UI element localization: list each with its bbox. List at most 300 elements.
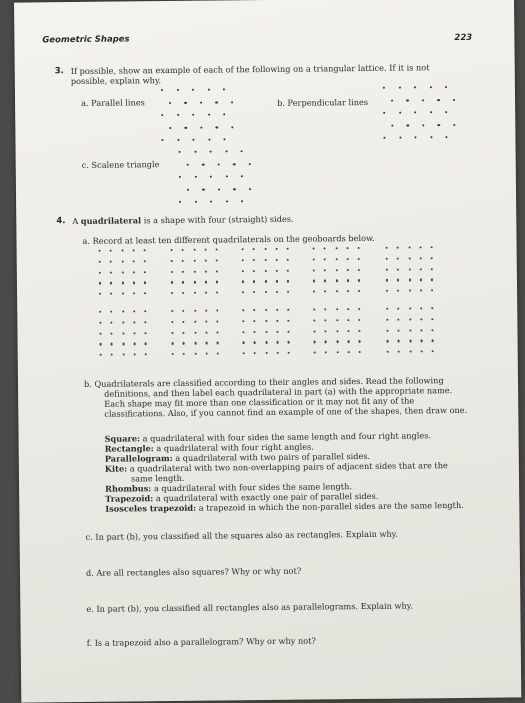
lattice-dot[interactable] xyxy=(445,136,447,138)
geoboard-peg[interactable] xyxy=(409,307,411,309)
lattice-dot[interactable] xyxy=(383,112,385,114)
geoboard-peg[interactable] xyxy=(182,281,184,283)
geoboard-peg[interactable] xyxy=(99,293,101,295)
geoboard-peg[interactable] xyxy=(253,248,255,250)
lattice-dot[interactable] xyxy=(422,99,424,101)
geoboard-peg[interactable] xyxy=(133,260,135,262)
geoboard-peg[interactable] xyxy=(183,331,185,333)
geoboard-peg[interactable] xyxy=(275,248,277,250)
lattice-dot[interactable] xyxy=(223,138,225,140)
geoboard-peg[interactable] xyxy=(122,343,124,345)
geoboard-peg[interactable] xyxy=(421,351,423,353)
geoboard-peg[interactable] xyxy=(194,281,196,283)
geoboard-peg[interactable] xyxy=(431,268,433,270)
geoboard-peg[interactable] xyxy=(111,321,113,323)
lattice-dot[interactable] xyxy=(177,114,179,116)
geoboard-peg[interactable] xyxy=(242,259,244,261)
geoboard-peg[interactable] xyxy=(172,342,174,344)
geoboard-peg[interactable] xyxy=(254,309,256,311)
geoboard-peg[interactable] xyxy=(216,270,218,272)
lattice-dot[interactable] xyxy=(210,176,212,178)
geoboard-peg[interactable] xyxy=(122,282,124,284)
geoboard-peg[interactable] xyxy=(133,310,135,312)
geoboard-peg[interactable] xyxy=(99,322,101,324)
geoboard-peg[interactable] xyxy=(265,352,267,354)
lattice-dot[interactable] xyxy=(430,111,432,113)
lattice-dot[interactable] xyxy=(192,114,194,116)
geoboard-peg[interactable] xyxy=(145,332,147,334)
lattice-dot[interactable] xyxy=(249,188,251,190)
geoboard-peg[interactable] xyxy=(324,247,326,249)
geoboard-peg[interactable] xyxy=(397,257,399,259)
geoboard-peg[interactable] xyxy=(276,341,278,343)
geoboard-peg[interactable] xyxy=(386,279,388,281)
geoboard-peg[interactable] xyxy=(431,279,433,281)
geoboard-peg[interactable] xyxy=(420,290,422,292)
geoboard-peg[interactable] xyxy=(398,308,400,310)
geoboard-peg[interactable] xyxy=(398,351,400,353)
geoboard-peg[interactable] xyxy=(133,282,135,284)
geoboard-peg[interactable] xyxy=(358,247,360,249)
geoboard-peg[interactable] xyxy=(99,271,101,273)
geoboard-peg[interactable] xyxy=(171,292,173,294)
geoboard-peg[interactable] xyxy=(347,319,349,321)
geoboard-peg[interactable] xyxy=(265,309,267,311)
geoboard-peg[interactable] xyxy=(420,340,422,342)
geoboard-peg[interactable] xyxy=(358,269,360,271)
geoboard-peg[interactable] xyxy=(171,260,173,262)
geoboard-peg[interactable] xyxy=(432,340,434,342)
geoboard-peg[interactable] xyxy=(122,354,124,356)
geoboard-peg[interactable] xyxy=(133,271,135,273)
geoboard-peg[interactable] xyxy=(205,310,207,312)
geoboard-peg[interactable] xyxy=(194,353,196,355)
geoboard-peg[interactable] xyxy=(265,291,267,293)
geoboard-peg[interactable] xyxy=(336,290,338,292)
lattice-dot[interactable] xyxy=(223,113,225,115)
geoboard-peg[interactable] xyxy=(111,354,113,356)
lattice-dot[interactable] xyxy=(233,188,235,190)
geoboard-peg[interactable] xyxy=(194,331,196,333)
lattice-dot[interactable] xyxy=(184,101,186,103)
geoboard-peg[interactable] xyxy=(144,249,146,251)
geoboard-peg[interactable] xyxy=(265,320,267,322)
geoboard-peg[interactable] xyxy=(145,343,147,345)
geoboard-peg[interactable] xyxy=(121,271,123,273)
geoboard-peg[interactable] xyxy=(216,309,218,311)
lattice-dot[interactable] xyxy=(192,139,194,141)
geoboard-peg[interactable] xyxy=(144,260,146,262)
geoboard-peg[interactable] xyxy=(243,342,245,344)
geoboard-peg[interactable] xyxy=(171,332,173,334)
lattice-dot[interactable] xyxy=(241,175,243,177)
geoboard-peg[interactable] xyxy=(110,250,112,252)
geoboard-peg[interactable] xyxy=(386,308,388,310)
geoboard-peg[interactable] xyxy=(287,259,289,261)
geoboard-peg[interactable] xyxy=(408,257,410,259)
lattice-dot[interactable] xyxy=(192,89,194,91)
geoboard-peg[interactable] xyxy=(183,310,185,312)
lattice-dot[interactable] xyxy=(207,89,209,91)
lattice-dot[interactable] xyxy=(217,163,219,165)
geoboard-peg[interactable] xyxy=(325,352,327,354)
geoboard-peg[interactable] xyxy=(171,271,173,273)
geoboard-peg[interactable] xyxy=(194,321,196,323)
geoboard-peg[interactable] xyxy=(409,340,411,342)
lattice-dot[interactable] xyxy=(391,99,393,101)
lattice-dot[interactable] xyxy=(233,163,235,165)
lattice-dot[interactable] xyxy=(445,111,447,113)
geoboard-peg[interactable] xyxy=(265,280,267,282)
geoboard-peg[interactable] xyxy=(335,258,337,260)
geoboard-peg[interactable] xyxy=(132,249,134,251)
geoboard-peg[interactable] xyxy=(386,258,388,260)
geoboard-peg[interactable] xyxy=(397,247,399,249)
geoboard-peg[interactable] xyxy=(287,248,289,250)
geoboard-peg[interactable] xyxy=(110,293,112,295)
lattice-dot[interactable] xyxy=(169,101,171,103)
geoboard-peg[interactable] xyxy=(111,343,113,345)
geoboard-peg[interactable] xyxy=(242,281,244,283)
lattice-dot[interactable] xyxy=(225,150,227,152)
geoboard-peg[interactable] xyxy=(420,318,422,320)
geoboard-peg[interactable] xyxy=(431,289,433,291)
geoboard-peg[interactable] xyxy=(287,309,289,311)
geoboard-peg[interactable] xyxy=(171,321,173,323)
geoboard-peg[interactable] xyxy=(335,269,337,271)
geoboard-peg[interactable] xyxy=(182,270,184,272)
geoboard-peg[interactable] xyxy=(313,269,315,271)
lattice-dot[interactable] xyxy=(429,86,431,88)
geoboard-peg[interactable] xyxy=(144,310,146,312)
geoboard-peg[interactable] xyxy=(110,260,112,262)
geoboard-peg[interactable] xyxy=(313,291,315,293)
lattice-dot[interactable] xyxy=(225,175,227,177)
geoboard-peg[interactable] xyxy=(432,329,434,331)
geoboard-peg[interactable] xyxy=(121,249,123,251)
geoboard-peg[interactable] xyxy=(313,319,315,321)
lattice-dot[interactable] xyxy=(177,139,179,141)
geoboard-peg[interactable] xyxy=(398,329,400,331)
geoboard-peg[interactable] xyxy=(386,247,388,249)
geoboard-peg[interactable] xyxy=(242,309,244,311)
geoboard-peg[interactable] xyxy=(194,342,196,344)
geoboard-peg[interactable] xyxy=(432,318,434,320)
geoboard-peg[interactable] xyxy=(276,280,278,282)
geoboard-peg[interactable] xyxy=(134,354,136,356)
geoboard-peg[interactable] xyxy=(205,270,207,272)
geoboard-peg[interactable] xyxy=(111,311,113,313)
geoboard-peg[interactable] xyxy=(133,293,135,295)
geoboard-peg[interactable] xyxy=(398,340,400,342)
geoboard-peg[interactable] xyxy=(347,308,349,310)
geoboard-peg[interactable] xyxy=(336,330,338,332)
geoboard-peg[interactable] xyxy=(358,308,360,310)
geoboard-peg[interactable] xyxy=(347,341,349,343)
geoboard-peg[interactable] xyxy=(420,268,422,270)
geoboard-peg[interactable] xyxy=(431,257,433,259)
geoboard-peg[interactable] xyxy=(336,341,338,343)
geoboard-peg[interactable] xyxy=(359,351,361,353)
geoboard-peg[interactable] xyxy=(324,291,326,293)
geoboard-peg[interactable] xyxy=(144,282,146,284)
geoboard-peg[interactable] xyxy=(264,270,266,272)
lattice-dot[interactable] xyxy=(161,114,163,116)
geoboard-peg[interactable] xyxy=(254,341,256,343)
geoboard-peg[interactable] xyxy=(193,260,195,262)
geoboard-peg[interactable] xyxy=(287,291,289,293)
lattice-dot[interactable] xyxy=(453,124,455,126)
geoboard-peg[interactable] xyxy=(183,342,185,344)
geoboard-peg[interactable] xyxy=(183,321,185,323)
lattice-dot[interactable] xyxy=(414,136,416,138)
lattice-dot[interactable] xyxy=(200,126,202,128)
geoboard-peg[interactable] xyxy=(265,331,267,333)
geoboard-peg[interactable] xyxy=(193,270,195,272)
geoboard-peg[interactable] xyxy=(99,250,101,252)
geoboard-peg[interactable] xyxy=(288,330,290,332)
geoboard-peg[interactable] xyxy=(276,291,278,293)
geoboard-peg[interactable] xyxy=(144,292,146,294)
geoboard-peg[interactable] xyxy=(121,260,123,262)
geoboard-peg[interactable] xyxy=(216,259,218,261)
lattice-dot[interactable] xyxy=(179,176,181,178)
geoboard-peg[interactable] xyxy=(420,279,422,281)
geoboard-peg[interactable] xyxy=(397,290,399,292)
geoboard-peg[interactable] xyxy=(242,248,244,250)
geoboard-peg[interactable] xyxy=(171,281,173,283)
lattice-dot[interactable] xyxy=(194,176,196,178)
geoboard-peg[interactable] xyxy=(409,318,411,320)
lattice-dot[interactable] xyxy=(248,163,250,165)
lattice-dot[interactable] xyxy=(185,126,187,128)
geoboard-peg[interactable] xyxy=(314,352,316,354)
geoboard-peg[interactable] xyxy=(144,271,146,273)
lattice-dot[interactable] xyxy=(210,201,212,203)
lattice-dot[interactable] xyxy=(208,114,210,116)
geoboard-peg[interactable] xyxy=(100,343,102,345)
geoboard-peg[interactable] xyxy=(336,280,338,282)
geoboard-peg[interactable] xyxy=(254,320,256,322)
geoboard-peg[interactable] xyxy=(335,247,337,249)
lattice-dot[interactable] xyxy=(202,163,204,165)
geoboard-peg[interactable] xyxy=(204,249,206,251)
lattice-dot[interactable] xyxy=(437,99,439,101)
lattice-dot[interactable] xyxy=(195,201,197,203)
lattice-dot[interactable] xyxy=(399,137,401,139)
geoboard-peg[interactable] xyxy=(287,269,289,271)
lattice-dot[interactable] xyxy=(399,112,401,114)
geoboard-peg[interactable] xyxy=(288,320,290,322)
geoboard-peg[interactable] xyxy=(409,329,411,331)
geoboard-peg[interactable] xyxy=(182,292,184,294)
lattice-dot[interactable] xyxy=(179,201,181,203)
geoboard-peg[interactable] xyxy=(420,307,422,309)
geoboard-peg[interactable] xyxy=(99,311,101,313)
lattice-dot[interactable] xyxy=(430,136,432,138)
geoboard-peg[interactable] xyxy=(242,320,244,322)
geoboard-peg[interactable] xyxy=(99,332,101,334)
geoboard-peg[interactable] xyxy=(122,321,124,323)
geoboard-peg[interactable] xyxy=(336,308,338,310)
lattice-dot[interactable] xyxy=(176,89,178,91)
geoboard-peg[interactable] xyxy=(145,321,147,323)
lattice-dot[interactable] xyxy=(226,200,228,202)
geoboard-peg[interactable] xyxy=(348,351,350,353)
geoboard-peg[interactable] xyxy=(216,281,218,283)
geoboard-peg[interactable] xyxy=(432,350,434,352)
lattice-dot[interactable] xyxy=(414,111,416,113)
geoboard-peg[interactable] xyxy=(206,353,208,355)
geoboard-peg[interactable] xyxy=(398,318,400,320)
geoboard-peg[interactable] xyxy=(205,292,207,294)
geoboard-peg[interactable] xyxy=(253,291,255,293)
geoboard-peg[interactable] xyxy=(276,259,278,261)
geoboard-peg[interactable] xyxy=(288,341,290,343)
lattice-dot[interactable] xyxy=(406,99,408,101)
lattice-dot[interactable] xyxy=(414,86,416,88)
geoboard-peg[interactable] xyxy=(276,309,278,311)
geoboard-peg[interactable] xyxy=(419,246,421,248)
geoboard-peg[interactable] xyxy=(397,268,399,270)
geoboard-peg[interactable] xyxy=(336,351,338,353)
lattice-dot[interactable] xyxy=(208,139,210,141)
geoboard-peg[interactable] xyxy=(254,331,256,333)
geoboard-peg[interactable] xyxy=(265,341,267,343)
geoboard-peg[interactable] xyxy=(217,342,219,344)
geoboard-peg[interactable] xyxy=(287,280,289,282)
geoboard-peg[interactable] xyxy=(122,332,124,334)
lattice-dot[interactable] xyxy=(210,151,212,153)
geoboard-peg[interactable] xyxy=(99,261,101,263)
geoboard-peg[interactable] xyxy=(99,282,101,284)
lattice-dot[interactable] xyxy=(186,163,188,165)
geoboard-peg[interactable] xyxy=(324,258,326,260)
geoboard-peg[interactable] xyxy=(358,258,360,260)
geoboard-peg[interactable] xyxy=(122,310,124,312)
geoboard-peg[interactable] xyxy=(325,341,327,343)
geoboard-peg[interactable] xyxy=(408,268,410,270)
geoboard-peg[interactable] xyxy=(325,308,327,310)
lattice-dot[interactable] xyxy=(438,124,440,126)
geoboard-peg[interactable] xyxy=(347,280,349,282)
geoboard-peg[interactable] xyxy=(314,341,316,343)
geoboard-peg[interactable] xyxy=(133,343,135,345)
geoboard-peg[interactable] xyxy=(408,246,410,248)
lattice-dot[interactable] xyxy=(194,151,196,153)
geoboard-peg[interactable] xyxy=(347,330,349,332)
geoboard-peg[interactable] xyxy=(387,340,389,342)
lattice-dot[interactable] xyxy=(398,87,400,89)
geoboard-peg[interactable] xyxy=(110,271,112,273)
geoboard-peg[interactable] xyxy=(431,246,433,248)
lattice-dot[interactable] xyxy=(407,124,409,126)
geoboard-peg[interactable] xyxy=(420,257,422,259)
geoboard-peg[interactable] xyxy=(111,332,113,334)
lattice-dot[interactable] xyxy=(422,124,424,126)
geoboard-peg[interactable] xyxy=(254,352,256,354)
geoboard-peg[interactable] xyxy=(431,307,433,309)
geoboard-peg[interactable] xyxy=(182,260,184,262)
geoboard-peg[interactable] xyxy=(242,270,244,272)
lattice-dot[interactable] xyxy=(231,101,233,103)
geoboard-peg[interactable] xyxy=(253,259,255,261)
geoboard-peg[interactable] xyxy=(347,290,349,292)
geoboard-peg[interactable] xyxy=(194,310,196,312)
geoboard-peg[interactable] xyxy=(205,281,207,283)
geoboard-peg[interactable] xyxy=(276,320,278,322)
lattice-dot[interactable] xyxy=(215,101,217,103)
geoboard-peg[interactable] xyxy=(347,258,349,260)
lattice-dot[interactable] xyxy=(161,139,163,141)
lattice-dot[interactable] xyxy=(187,188,189,190)
geoboard-peg[interactable] xyxy=(216,248,218,250)
geoboard-peg[interactable] xyxy=(100,354,102,356)
geoboard-peg[interactable] xyxy=(358,279,360,281)
geoboard-peg[interactable] xyxy=(277,352,279,354)
geoboard-peg[interactable] xyxy=(217,320,219,322)
geoboard-peg[interactable] xyxy=(253,280,255,282)
geoboard-peg[interactable] xyxy=(358,290,360,292)
lattice-dot[interactable] xyxy=(202,188,204,190)
lattice-dot[interactable] xyxy=(216,126,218,128)
geoboard-peg[interactable] xyxy=(110,282,112,284)
lattice-dot[interactable] xyxy=(161,89,163,91)
geoboard-peg[interactable] xyxy=(242,331,244,333)
geoboard-peg[interactable] xyxy=(324,269,326,271)
lattice-dot[interactable] xyxy=(453,99,455,101)
geoboard-peg[interactable] xyxy=(253,270,255,272)
geoboard-peg[interactable] xyxy=(276,330,278,332)
geoboard-peg[interactable] xyxy=(194,292,196,294)
geoboard-peg[interactable] xyxy=(193,249,195,251)
geoboard-peg[interactable] xyxy=(313,258,315,260)
geoboard-peg[interactable] xyxy=(264,259,266,261)
lattice-dot[interactable] xyxy=(391,124,393,126)
lattice-dot[interactable] xyxy=(241,150,243,152)
geoboard-peg[interactable] xyxy=(217,353,219,355)
lattice-dot[interactable] xyxy=(241,200,243,202)
geoboard-peg[interactable] xyxy=(243,352,245,354)
geoboard-peg[interactable] xyxy=(276,269,278,271)
geoboard-peg[interactable] xyxy=(313,308,315,310)
geoboard-peg[interactable] xyxy=(205,259,207,261)
geoboard-peg[interactable] xyxy=(325,330,327,332)
lattice-dot[interactable] xyxy=(200,101,202,103)
lattice-dot[interactable] xyxy=(169,126,171,128)
geoboard-peg[interactable] xyxy=(409,351,411,353)
geoboard-peg[interactable] xyxy=(205,320,207,322)
geoboard-peg[interactable] xyxy=(347,269,349,271)
geoboard-peg[interactable] xyxy=(313,330,315,332)
geoboard-peg[interactable] xyxy=(242,291,244,293)
geoboard-peg[interactable] xyxy=(122,293,124,295)
geoboard-peg[interactable] xyxy=(324,280,326,282)
lattice-dot[interactable] xyxy=(445,86,447,88)
geoboard-peg[interactable] xyxy=(216,292,218,294)
geoboard-peg[interactable] xyxy=(359,319,361,321)
geoboard-peg[interactable] xyxy=(346,247,348,249)
geoboard-peg[interactable] xyxy=(313,280,315,282)
geoboard-peg[interactable] xyxy=(133,332,135,334)
geoboard-peg[interactable] xyxy=(217,331,219,333)
geoboard-peg[interactable] xyxy=(359,330,361,332)
geoboard-peg[interactable] xyxy=(359,340,361,342)
geoboard-peg[interactable] xyxy=(133,321,135,323)
geoboard-peg[interactable] xyxy=(420,329,422,331)
geoboard-peg[interactable] xyxy=(205,331,207,333)
geoboard-peg[interactable] xyxy=(264,248,266,250)
